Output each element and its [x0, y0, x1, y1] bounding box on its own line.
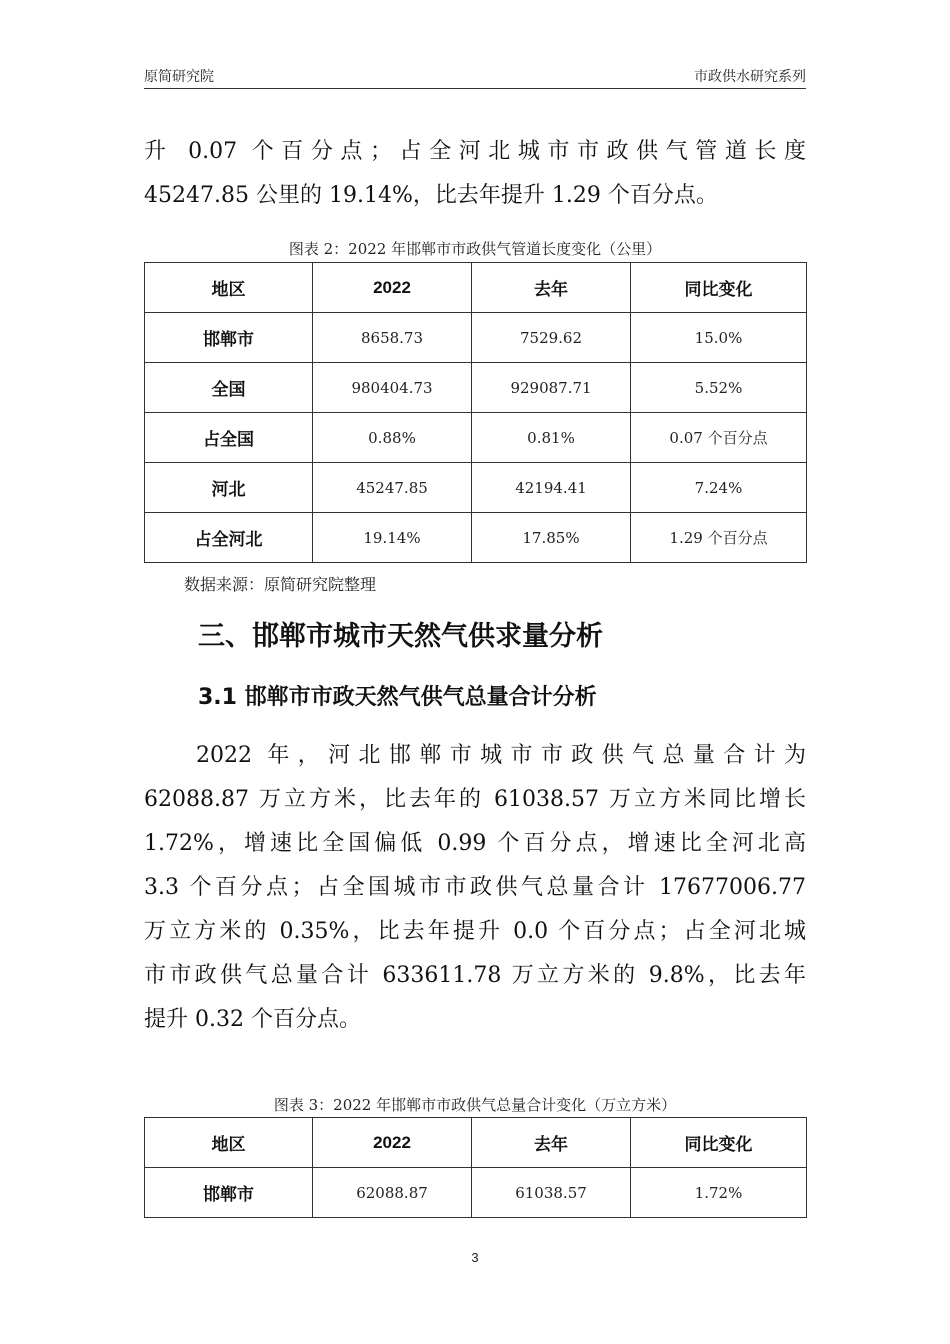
table-cell: 62088.87: [313, 1168, 472, 1218]
table-header-row: [145, 1118, 807, 1168]
table-cell: 7529.62: [472, 313, 631, 363]
table-cell: 8658.73: [313, 313, 472, 363]
table-cell: 42194.41: [472, 463, 631, 513]
table-2-caption: 图表 2：2022 年邯郸市市政供气管道长度变化（公里）: [288, 240, 662, 258]
header-cell: 去年: [472, 1118, 631, 1168]
table-cell: 7.24%: [631, 463, 807, 513]
table-cell: 0.88%: [313, 413, 472, 463]
table-cell: 61038.57: [472, 1168, 631, 1218]
table-2: [144, 262, 807, 563]
paragraph-line: 3.3 个百分点；占全国城市市政供气总量合计 17677006.77: [144, 875, 806, 900]
table-cell: 5.52%: [631, 363, 807, 413]
header-cell: 2022: [313, 1118, 472, 1168]
row-label-cell: 占全国: [145, 413, 313, 463]
paragraph-line: 市市政供气总量合计 633611.78 万立方米的 9.8%，比去年: [144, 963, 806, 988]
paragraph-line: 62088.87 万立方米，比去年的 61038.57 万立方米同比增长: [144, 787, 806, 812]
table-3-caption: 图表 3：2022 年邯郸市市政供气总量合计变化（万立方米）: [273, 1096, 677, 1114]
paragraph-line: 2022 年，河北邯郸市城市市政供气总量合计为: [196, 743, 806, 768]
header-cell: 同比变化: [631, 1118, 807, 1168]
table-cell: 980404.73: [313, 363, 472, 413]
table-3: [144, 1117, 807, 1218]
table-row: [145, 413, 807, 463]
header-cell: 地区: [145, 1118, 313, 1168]
subsection-heading: 3.1 邯郸市市政天然气供气总量合计分析: [198, 685, 597, 710]
row-label-cell: 全国: [145, 363, 313, 413]
paragraph-2: [144, 734, 806, 1042]
table-row: [145, 1168, 807, 1218]
table-cell: 19.14%: [313, 513, 472, 563]
header-cell: 去年: [472, 263, 631, 313]
row-label-cell: 占全河北: [145, 513, 313, 563]
row-label-cell: 河北: [145, 463, 313, 513]
table-header-row: [145, 263, 807, 313]
table-cell: 17.85%: [472, 513, 631, 563]
table-row: [145, 463, 807, 513]
table-cell: 1.29 个百分点: [631, 513, 807, 563]
table-row: [145, 513, 807, 563]
paragraph-line: 万立方米的 0.35%，比去年提升 0.0 个百分点；占全河北城: [144, 919, 806, 944]
table-cell: 0.81%: [472, 413, 631, 463]
table-cell: 15.0%: [631, 313, 807, 363]
paragraph-line: 升 0.07 个百分点；占全河北城市市政供气管道长度: [144, 139, 806, 164]
header-left: 原简研究院: [144, 69, 214, 85]
table-2-source: 数据来源：原简研究院整理: [184, 575, 377, 594]
table-cell: 1.72%: [631, 1168, 807, 1218]
row-label-cell: 邯郸市: [145, 1168, 313, 1218]
header-right: 市政供水研究系列: [694, 69, 806, 85]
paragraph-1: [144, 130, 806, 218]
section-heading: 三、邯郸市城市天然气供求量分析: [198, 621, 603, 652]
table-row: [145, 313, 807, 363]
header-rule: [144, 88, 806, 89]
paragraph-line: 1.72%，增速比全国偏低 0.99 个百分点，增速比全河北高: [144, 831, 806, 856]
table-cell: 45247.85: [313, 463, 472, 513]
table-cell: 929087.71: [472, 363, 631, 413]
paragraph-line: 提升 0.32 个百分点。: [144, 1007, 361, 1032]
header-cell: 同比变化: [631, 263, 807, 313]
row-label-cell: 邯郸市: [145, 313, 313, 363]
table-cell: 0.07 个百分点: [631, 413, 807, 463]
header-cell: 地区: [145, 263, 313, 313]
header-cell: 2022: [313, 263, 472, 313]
table-row: [145, 363, 807, 413]
page-number: 3: [471, 1250, 479, 1265]
paragraph-line: 45247.85 公里的 19.14%，比去年提升 1.29 个百分点。: [144, 183, 718, 208]
